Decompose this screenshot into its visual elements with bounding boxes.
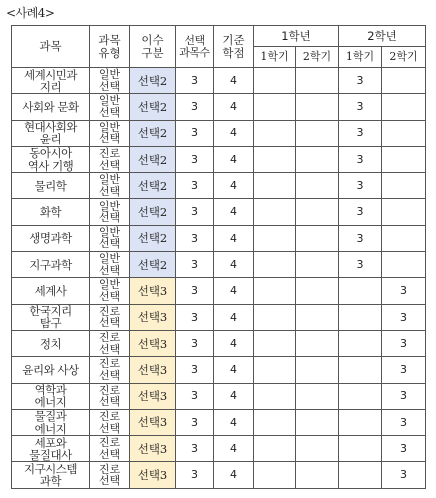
header-course-type (90, 26, 130, 68)
table-row (12, 199, 426, 225)
standard-credit-cell: 4 (214, 462, 254, 488)
course-type-cell-line: 진로 (98, 436, 121, 450)
course-name-cell (12, 462, 90, 488)
standard-credit-cell: 4 (214, 252, 254, 278)
course-type-cell (90, 409, 130, 435)
g1-sem2-cell (296, 383, 339, 409)
standard-credit-cell: 4 (214, 146, 254, 172)
course-type-cell-line: 일반 (98, 94, 121, 108)
track-cell: 선택3 (130, 383, 176, 409)
g1-sem1-cell (254, 278, 296, 304)
track-cell: 선택3 (130, 304, 176, 330)
course-type-cell (90, 357, 130, 383)
g1-sem2-cell (296, 278, 339, 304)
course-type-cell-line: 선택 (98, 447, 121, 461)
course-type-cell-line: 진로 (98, 383, 121, 397)
header-g1-sem1: 1학기 (254, 47, 296, 68)
course-type-cell-line: 선택 (98, 158, 121, 172)
g1-sem1-cell (254, 68, 296, 94)
g2-sem1-cell: 3 (339, 68, 382, 94)
header-selected-line2: 과목수 (179, 45, 210, 59)
standard-credit-cell: 4 (214, 199, 254, 225)
course-name-cell-line: 생명과학 (29, 231, 72, 246)
course-name-cell-line: 현대사회와 (23, 120, 78, 135)
selected-count-cell: 3 (176, 120, 214, 146)
table-row (12, 409, 426, 435)
track-cell: 선택3 (130, 462, 176, 488)
g1-sem1-cell (254, 409, 296, 435)
g1-sem1-cell (254, 330, 296, 356)
g1-sem2-cell (296, 436, 339, 462)
track-cell: 선택3 (130, 436, 176, 462)
header-course: 과목 (12, 26, 90, 68)
course-name-cell-line: 역학과 (34, 383, 67, 398)
course-type-cell-line: 선택 (98, 474, 121, 488)
course-name-cell-line: 정치 (39, 336, 62, 351)
g2-sem1-cell: 3 (339, 199, 382, 225)
course-type-cell-line: 선택 (98, 132, 121, 146)
course-type-cell (90, 304, 130, 330)
g1-sem1-cell (254, 199, 296, 225)
standard-credit-cell: 4 (214, 278, 254, 304)
selected-count-cell: 3 (176, 278, 214, 304)
g2-sem2-cell (382, 199, 426, 225)
selected-count-cell: 3 (176, 409, 214, 435)
table-row (12, 252, 426, 278)
g2-sem2-cell: 3 (382, 304, 426, 330)
course-type-cell-line: 진로 (98, 462, 121, 476)
g2-sem2-cell (382, 252, 426, 278)
course-type-cell-line: 선택 (98, 368, 121, 382)
track-cell: 선택2 (130, 173, 176, 199)
course-rows (12, 68, 426, 489)
track-cell: 선택3 (130, 409, 176, 435)
course-name-cell (12, 146, 90, 172)
g1-sem2-cell (296, 146, 339, 172)
selected-count-cell: 3 (176, 146, 214, 172)
g2-sem2-cell (382, 94, 426, 120)
g2-sem2-cell: 3 (382, 436, 426, 462)
course-name-cell-line: 역사 기행 (27, 158, 74, 173)
table-row (12, 120, 426, 146)
course-name-cell-line: 동아시아 (29, 146, 72, 161)
g1-sem1-cell (254, 252, 296, 278)
table-row (12, 278, 426, 304)
header-g1-sem2: 2학기 (296, 47, 339, 68)
table-row (12, 357, 426, 383)
course-type-cell-line: 선택 (98, 395, 121, 409)
g1-sem2-cell (296, 225, 339, 251)
g1-sem1-cell (254, 120, 296, 146)
g1-sem2-cell (296, 68, 339, 94)
header-grade-2: 2학년 (339, 26, 426, 47)
header-course-type-line2: 유형 (98, 45, 121, 60)
course-type-cell-line: 일반 (98, 68, 121, 82)
course-type-cell-line: 선택 (98, 263, 121, 277)
course-type-cell-line: 진로 (98, 146, 121, 160)
table-row (12, 94, 426, 120)
standard-credit-cell: 4 (214, 330, 254, 356)
course-type-cell-line: 선택 (98, 184, 121, 198)
course-type-cell-line: 일반 (98, 199, 121, 213)
g2-sem1-cell: 3 (339, 146, 382, 172)
selected-count-cell: 3 (176, 94, 214, 120)
standard-credit-cell: 4 (214, 94, 254, 120)
track-cell: 선택2 (130, 94, 176, 120)
g1-sem1-cell (254, 94, 296, 120)
course-name-cell-line: 물질대사 (29, 447, 72, 462)
course-name-cell-line: 과학 (39, 474, 62, 489)
g2-sem2-cell: 3 (382, 383, 426, 409)
course-type-cell-line: 진로 (98, 357, 121, 371)
course-type-cell-line: 일반 (98, 173, 121, 187)
course-type-cell-line: 일반 (98, 252, 121, 266)
table-row (12, 304, 426, 330)
track-cell: 선택3 (130, 330, 176, 356)
course-name-cell-line: 에너지 (34, 421, 67, 436)
course-name-cell (12, 173, 90, 199)
g1-sem1-cell (254, 383, 296, 409)
course-name-cell-line: 탐구 (39, 316, 62, 331)
header-standard-line2: 학점 (222, 45, 245, 60)
course-name-cell-line: 지구시스템 (23, 462, 78, 477)
header-track-line2: 구분 (141, 45, 164, 60)
course-type-cell-line: 선택 (98, 105, 121, 119)
course-name-cell-line: 지리 (39, 79, 62, 94)
selected-count-cell: 3 (176, 173, 214, 199)
course-type-cell (90, 462, 130, 488)
course-name-cell-line: 세계시민과 (23, 67, 78, 82)
g2-sem1-cell: 3 (339, 173, 382, 199)
course-type-cell (90, 330, 130, 356)
g2-sem2-cell (382, 225, 426, 251)
track-cell: 선택2 (130, 146, 176, 172)
g1-sem2-cell (296, 173, 339, 199)
g1-sem1-cell (254, 462, 296, 488)
g2-sem1-cell: 3 (339, 120, 382, 146)
course-name-cell (12, 94, 90, 120)
table-row (12, 383, 426, 409)
course-name-cell (12, 436, 90, 462)
g1-sem1-cell (254, 173, 296, 199)
g2-sem1-cell: 3 (339, 94, 382, 120)
course-type-cell-line: 진로 (98, 304, 121, 318)
course-name-cell (12, 409, 90, 435)
selected-count-cell: 3 (176, 225, 214, 251)
standard-credit-cell: 4 (214, 173, 254, 199)
header-track (130, 26, 176, 68)
selected-count-cell: 3 (176, 357, 214, 383)
standard-credit-cell: 4 (214, 120, 254, 146)
header-track-line1: 이수 (141, 33, 164, 48)
g1-sem2-cell (296, 409, 339, 435)
track-cell: 선택2 (130, 199, 176, 225)
table-row (12, 173, 426, 199)
header-standard-credits (214, 26, 254, 68)
course-type-cell-line: 선택 (98, 237, 121, 251)
track-cell: 선택2 (130, 120, 176, 146)
selected-count-cell: 3 (176, 436, 214, 462)
course-name-cell-line: 윤리 (39, 132, 62, 147)
g2-sem2-cell (382, 173, 426, 199)
g2-sem1-cell (339, 304, 382, 330)
g2-sem1-cell (339, 462, 382, 488)
selected-count-cell: 3 (176, 383, 214, 409)
g1-sem1-cell (254, 304, 296, 330)
g1-sem1-cell (254, 436, 296, 462)
track-cell: 선택3 (130, 278, 176, 304)
course-type-cell (90, 199, 130, 225)
g2-sem1-cell: 3 (339, 252, 382, 278)
selected-count-cell: 3 (176, 199, 214, 225)
g1-sem2-cell (296, 252, 339, 278)
course-name-cell (12, 225, 90, 251)
g2-sem2-cell: 3 (382, 278, 426, 304)
table-row (12, 436, 426, 462)
course-name-cell-line: 화학 (39, 205, 62, 220)
course-name-cell-line: 물질과 (34, 409, 67, 424)
g1-sem2-cell (296, 304, 339, 330)
header-g2-sem1: 1학기 (339, 47, 382, 68)
course-name-cell (12, 304, 90, 330)
track-cell: 선택2 (130, 252, 176, 278)
standard-credit-cell: 4 (214, 68, 254, 94)
table-row (12, 225, 426, 251)
course-name-cell (12, 330, 90, 356)
course-type-cell-line: 선택 (98, 290, 121, 304)
g2-sem1-cell (339, 383, 382, 409)
header-selected-line1: 선택 (184, 33, 205, 47)
course-type-cell-line: 선택 (98, 342, 121, 356)
table-row (12, 462, 426, 488)
selected-count-cell: 3 (176, 304, 214, 330)
course-name-cell (12, 68, 90, 94)
course-type-cell (90, 68, 130, 94)
course-type-cell (90, 94, 130, 120)
course-name-cell-line: 윤리와 사상 (22, 362, 79, 377)
g2-sem2-cell (382, 68, 426, 94)
course-name-cell-line: 사회와 문화 (22, 99, 79, 114)
g2-sem2-cell: 3 (382, 357, 426, 383)
course-name-cell-line: 지구과학 (29, 257, 72, 272)
standard-credit-cell: 4 (214, 436, 254, 462)
table-row (12, 68, 426, 94)
course-type-cell (90, 146, 130, 172)
g2-sem1-cell (339, 330, 382, 356)
course-type-cell-line: 선택 (98, 316, 121, 330)
course-type-cell-line: 일반 (98, 120, 121, 134)
table-row (12, 146, 426, 172)
g1-sem1-cell (254, 146, 296, 172)
course-type-cell (90, 252, 130, 278)
course-type-cell-line: 일반 (98, 225, 121, 239)
standard-credit-cell: 4 (214, 383, 254, 409)
course-type-cell (90, 436, 130, 462)
course-name-cell-line: 세포와 (34, 435, 67, 450)
course-type-cell-line: 진로 (98, 331, 121, 345)
course-type-cell-line: 선택 (98, 79, 121, 93)
g1-sem2-cell (296, 462, 339, 488)
standard-credit-cell: 4 (214, 304, 254, 330)
g2-sem1-cell (339, 278, 382, 304)
selected-count-cell: 3 (176, 68, 214, 94)
standard-credit-cell: 4 (214, 225, 254, 251)
track-cell: 선택2 (130, 225, 176, 251)
case-label: <사례4> (6, 6, 55, 20)
course-name-cell (12, 278, 90, 304)
course-type-cell (90, 383, 130, 409)
course-type-cell-line: 일반 (98, 278, 121, 292)
table-row (12, 330, 426, 356)
g1-sem1-cell (254, 357, 296, 383)
course-name-cell-line: 세계사 (34, 283, 67, 298)
header-course-type-line1: 과목 (98, 33, 121, 48)
course-type-cell (90, 173, 130, 199)
g2-sem2-cell: 3 (382, 462, 426, 488)
g2-sem1-cell (339, 436, 382, 462)
course-name-cell-line: 물리학 (34, 178, 67, 193)
header-g2-sem2: 2학기 (382, 47, 426, 68)
course-name-cell (12, 357, 90, 383)
g2-sem2-cell (382, 120, 426, 146)
track-cell: 선택2 (130, 68, 176, 94)
course-name-cell (12, 383, 90, 409)
selected-count-cell: 3 (176, 462, 214, 488)
course-schedule-table (11, 25, 426, 489)
g1-sem2-cell (296, 357, 339, 383)
header-selected-count (176, 26, 214, 68)
g2-sem2-cell: 3 (382, 409, 426, 435)
course-type-cell-line: 선택 (98, 421, 121, 435)
course-name-cell (12, 199, 90, 225)
course-type-cell (90, 225, 130, 251)
g1-sem2-cell (296, 94, 339, 120)
course-type-cell-line: 선택 (98, 211, 121, 225)
selected-count-cell: 3 (176, 330, 214, 356)
course-name-cell-line: 한국지리 (29, 304, 72, 319)
g2-sem1-cell (339, 409, 382, 435)
course-name-cell (12, 120, 90, 146)
selected-count-cell: 3 (176, 252, 214, 278)
course-name-cell-line: 에너지 (34, 395, 67, 410)
standard-credit-cell: 4 (214, 357, 254, 383)
g1-sem2-cell (296, 199, 339, 225)
g1-sem2-cell (296, 120, 339, 146)
standard-credit-cell: 4 (214, 409, 254, 435)
header-grade-1: 1학년 (254, 26, 339, 47)
track-cell: 선택3 (130, 357, 176, 383)
g2-sem1-cell: 3 (339, 225, 382, 251)
course-type-cell (90, 120, 130, 146)
g1-sem2-cell (296, 330, 339, 356)
course-type-cell-line: 진로 (98, 409, 121, 423)
g2-sem2-cell (382, 146, 426, 172)
course-type-cell (90, 278, 130, 304)
header-standard-line1: 기준 (222, 33, 245, 48)
g2-sem2-cell: 3 (382, 330, 426, 356)
course-name-cell (12, 252, 90, 278)
g1-sem1-cell (254, 225, 296, 251)
g2-sem1-cell (339, 357, 382, 383)
